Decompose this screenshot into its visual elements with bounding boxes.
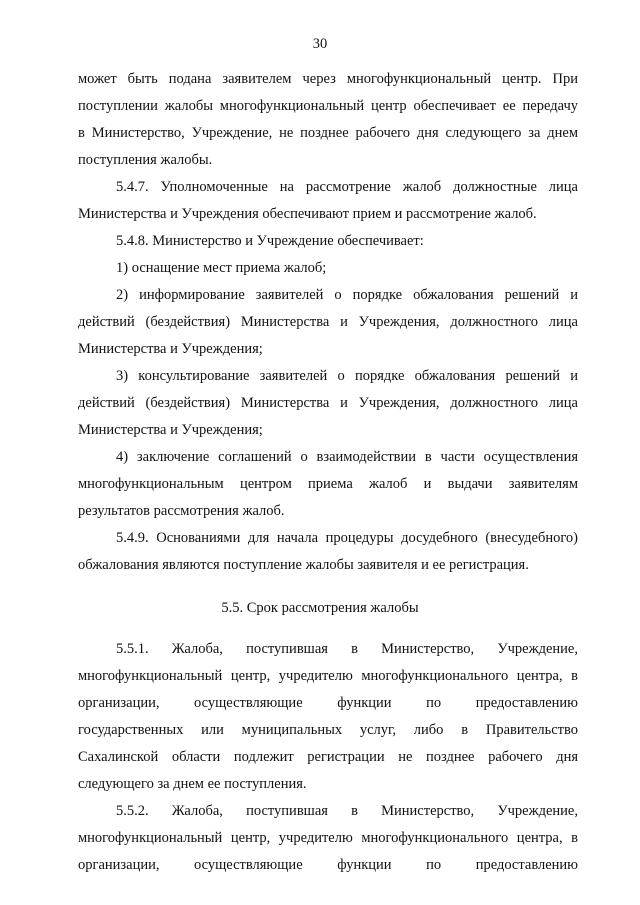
text-line: организации, осуществляющие функции по предоставлению: [78, 695, 578, 711]
text-line: результатов рассмотрения жалоб.: [78, 503, 285, 519]
text-line: Министерства и Учреждения;: [78, 341, 263, 357]
text-line: Министерства и Учреждения;: [78, 422, 263, 438]
text-line: действий (бездействия) Министерства и Учреждения, должностного лица: [78, 314, 578, 330]
text-line: государственных или муниципальных услуг, либо в Правительство: [78, 722, 578, 738]
text-line: многофункциональный центр, учредителю многофункционального центра, в: [78, 668, 578, 684]
text-line: Сахалинской области подлежит регистрации не позднее рабочего дня: [78, 749, 578, 765]
text-line: 4) заключение соглашений о взаимодействии в части осуществления: [116, 449, 578, 465]
page-number: 30: [312, 36, 328, 52]
text-line: организации, осуществляющие функции по предоставлению: [78, 857, 578, 873]
text-line: поступлении жалобы многофункциональный центр обеспечивает ее передачу: [78, 98, 578, 114]
text-line: 5.5.2. Жалоба, поступившая в Министерство, Учреждение,: [116, 803, 578, 819]
section-heading: 5.5. Срок рассмотрения жалобы: [221, 600, 419, 616]
text-line: может быть подана заявителем через многофункциональный центр. При: [78, 71, 578, 87]
text-line: 1) оснащение мест приема жалоб;: [116, 260, 327, 276]
text-line: 3) консультирование заявителей о порядке обжалования решений и: [116, 368, 578, 384]
text-line: Министерства и Учреждения обеспечивают прием и рассмотрение жалоб.: [78, 206, 537, 222]
text-line: 2) информирование заявителей о порядке обжалования решений и: [116, 287, 578, 303]
text-line: действий (бездействия) Министерства и Учреждения, должностного лица: [78, 395, 578, 411]
text-line: многофункциональный центр, учредителю многофункционального центра, в: [78, 830, 578, 846]
text-line: 5.4.8. Министерство и Учреждение обеспечивает:: [116, 233, 424, 249]
text-line: 5.5.1. Жалоба, поступившая в Министерство, Учреждение,: [116, 641, 578, 657]
text-line: поступления жалобы.: [78, 152, 213, 168]
text-line: 5.4.7. Уполномоченные на рассмотрение жалоб должностные лица: [116, 179, 578, 195]
text-line: следующего за днем ее поступления.: [78, 776, 307, 792]
text-line: многофункциональным центром приема жалоб и выдачи заявителям: [78, 476, 578, 492]
text-line: 5.4.9. Основаниями для начала процедуры досудебного (внесудебного): [116, 530, 578, 546]
text-line: в Министерство, Учреждение, не позднее рабочего дня следующего за днем: [78, 125, 578, 141]
text-line: обжалования являются поступление жалобы заявителя и ее регистрация.: [78, 557, 529, 573]
